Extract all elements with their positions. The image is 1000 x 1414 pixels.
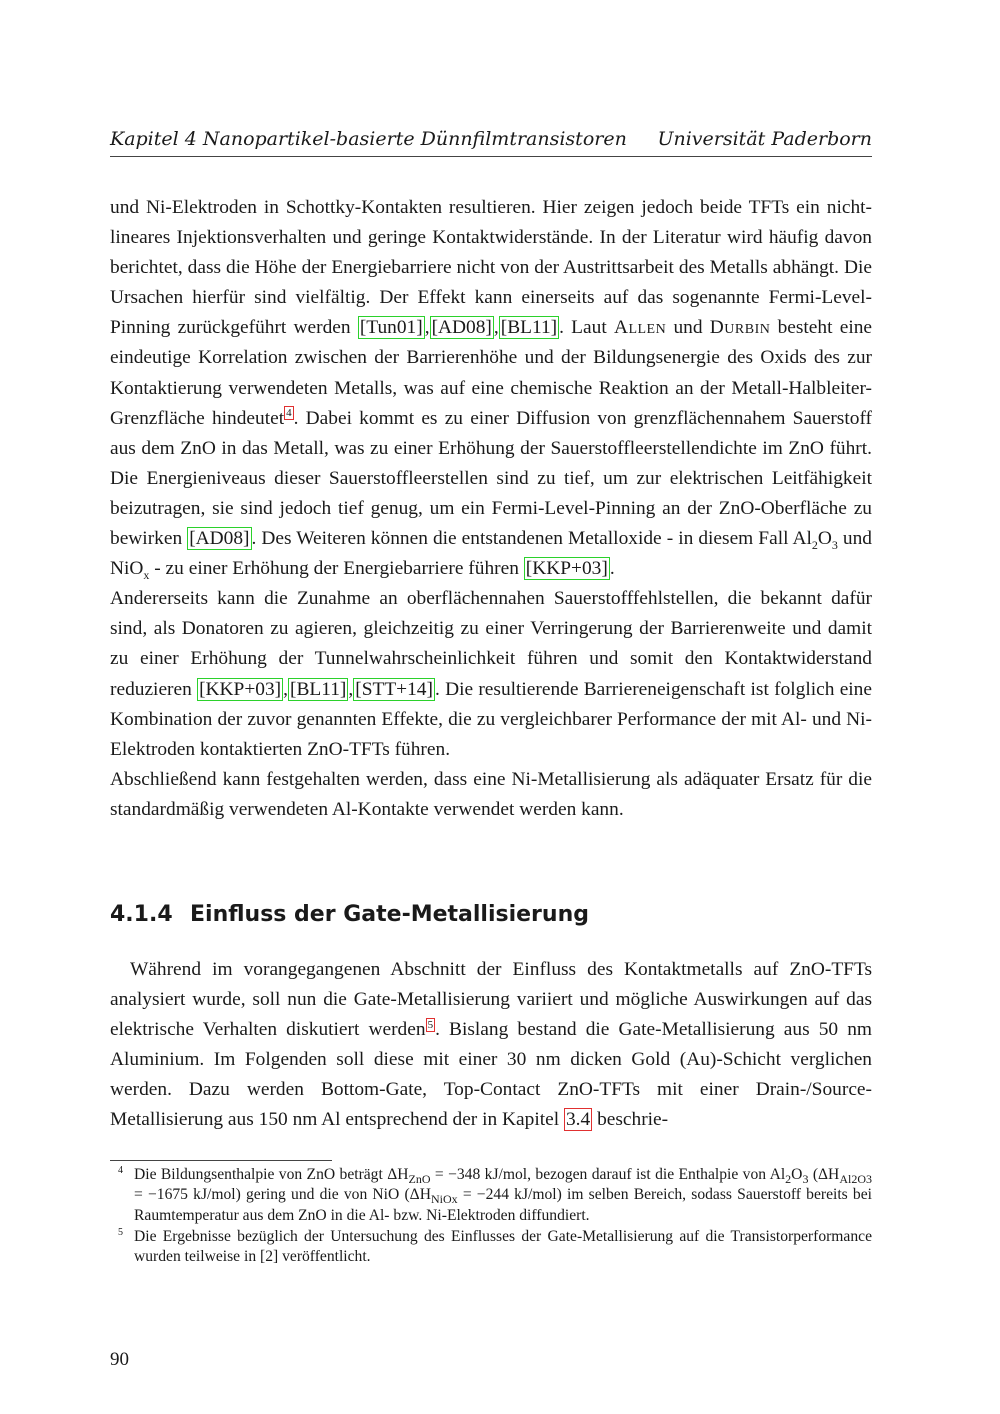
section-text	[110, 955, 872, 1136]
citation-ad08-second[interactable]: [AD08]	[189, 528, 250, 550]
paragraph-3: Abschließend kann festgehalten werden, dass eine Ni-Metallisierung als adäquater Ersatz für die standardmäßig verwendeten Al-Kontakte verwendet werden kann.	[110, 768, 872, 820]
author-durbin: Durbin	[709, 317, 771, 339]
paragraph-1: und Ni-Elektroden in Schottky-Kontakten resultieren. Hier zeigen jedoch beide TFTs ein nicht-lineares Injektionsverhalten und geringe Kontaktwiderstände. In der Literatur wird häufig davon berichtet, dass die Höhe der Energiebarriere nicht von der Austrittsarbeit des Metalls abhängt. Die Ursachen hierfür sind vielfältig. Der Effekt kann einerseits auf das sogenannte Fermi-Level-Pinning zurückgeführt werden [Tun01] , [AD08] , [BL11] . Laut Allen und Durbin besteht eine eindeutige Korrelation zwischen der Barrierenhöhe und der Bildungsenergie des Oxids des zur Kontaktierung verwendeten Metalls, was auf eine chemische Reaktion an der Metall-Halbleiter-Grenzfläche hindeutet $^4$ . Dabei kommt es zu einer Diffusion von grenzflächennahem Sauerstoff aus dem ZnO in das Metall, was zu einer Erhöhung der Sauerstoffleerstellendichte im ZnO führt. Die Energieniveaus dieser Sauerstoffleerstellen sind zu tief, um zur elektrischen Leitfähigkeit beizutragen, sie sind jedoch tief genug, um ein Fermi-Level-Pinning an der ZnO-Oberfläche zu bewirken [AD08] . Des Weiteren können die entstandenen Metalloxide - in diesem Fall $Al_2O_3$ und NiO$_x$ - zu einer Erhöhung der Energiebarriere führen [KKP+03] .	[110, 197, 873, 582]
institution-name: Universität Paderborn	[657, 128, 872, 150]
footnote-mark-5[interactable]: 5	[427, 1018, 434, 1031]
citation-bl11[interactable]: [BL11]	[500, 317, 558, 339]
citation-ad08[interactable]: [AD08]	[431, 317, 492, 339]
footnote-rule	[110, 1160, 332, 1161]
section-paragraph: Während im vorangegangenen Abschnitt der Einfluss des Kontaktmetalls auf ZnO-TFTs analysiert wurde, soll nun die Gate-Metallisierung variiert und mögliche Auswirkungen auf das elektrische Verhalten diskutiert werden $^5$ . Bislang bestand die Gate-Metallisierung aus 50 nm Aluminium. Im Folgenden soll diese mit einer 30 nm dicken Gold (Au)-Schicht verglichen werden. Dazu werden Bottom-Gate, Top-Contact ZnO-TFTs mit einer Drain-/Source-Metallisierung aus 150 nm Al entsprechend der in Kapitel 3.4 beschrie-	[110, 959, 872, 1131]
paragraph-2: Andererseits kann die Zunahme an oberflächennahen Sauerstofffehlstellen, die bekannt dafür sind, als Donatoren zu agieren, gleichzeitig zu einer Verringerung der Barrierenweite und damit zu einer Erhöhung der Tunnelwahrscheinlichkeit führen und somit den Kontaktwiderstand reduzieren [KKP+03] , [BL11] , [STT+14] . Die resultierende Barriereneigenschaft ist folglich eine Kombination der zuvor genannten Effekte, die zu vergleichbarer Performance der mit Al- und Ni-Elektroden kontaktierten ZnO-TFTs führen.	[110, 588, 872, 760]
citation-stt14[interactable]: [STT+14]	[355, 678, 433, 700]
citation-kkp03[interactable]: [KKP+03]	[525, 558, 608, 580]
footnote-mark-4[interactable]: 4	[286, 407, 292, 420]
section-heading	[110, 902, 872, 927]
citation-kkp03-second[interactable]: [KKP+03]	[199, 678, 282, 700]
footnote-5: 5 Die Ergebnisse bezüglich der Untersuchung des Einflusses der Gate-Metallisierung auf die Transistorperformance wurden teilweise in [2] veröffentlicht.	[118, 1226, 872, 1266]
chapter-title: Kapitel 4 Nanopartikel-basierte Dünnfilmtransistoren	[110, 128, 627, 150]
body-text	[110, 193, 872, 825]
running-header	[110, 128, 872, 157]
chapter-reference[interactable]: 3.4	[565, 1109, 591, 1131]
author-allen: Allen	[613, 317, 667, 339]
page-number: 90	[110, 1349, 129, 1370]
footnote-4: 4 Die Bildungsenthalpie von ZnO beträgt $\Delta H_{ZnO} = -348$ kJ/mol, bezogen darauf ist die Enthalpie von $Al_2O_3$ ($\Delta H_{Al2O3} = -1675$ kJ/mol) gering und die von NiO ($\Delta H_{NiOx} = -244$ kJ/mol) im selben Bereich, sodass Sauerstoff bereits bei Raumtemperatur aus dem ZnO in die Al- bzw. Ni-Elektroden diffundiert.	[118, 1165, 872, 1224]
citation-bl11-second[interactable]: [BL11]	[290, 678, 347, 700]
section-title: Einfluss der Gate-Metallisierung	[190, 902, 589, 927]
citation-tun01[interactable]: [Tun01]	[359, 317, 423, 339]
footnotes	[110, 1165, 872, 1268]
section-number: 4.1.4	[110, 902, 173, 927]
